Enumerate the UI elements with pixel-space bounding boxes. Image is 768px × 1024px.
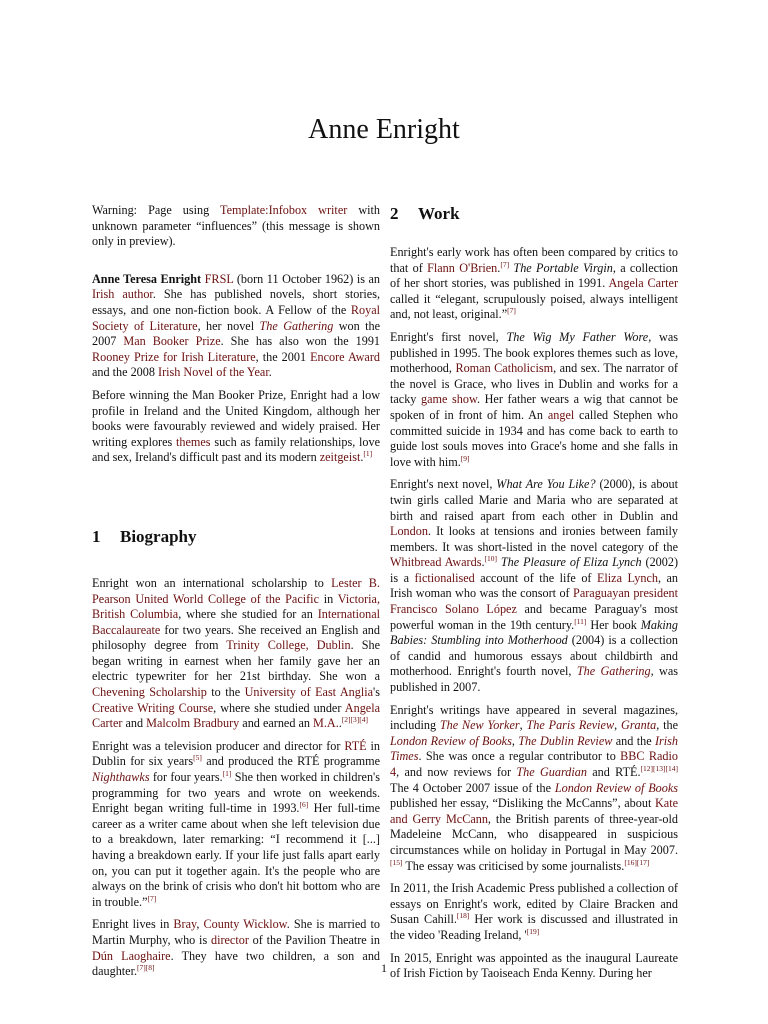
biography-paragraph-3: Enright lives in Bray, County Wicklow. She is married to Martin Murphy, who is director of the Pavilion Theatre in Dún Laoghaire. They have two children, a son and daughter.[7][8] (92, 917, 381, 979)
citation-link[interactable]: [7] (147, 893, 157, 903)
lopez-link[interactable]: Paraguayan president Francisco Solano López (390, 586, 678, 617)
work-paragraph-5: In 2011, the Irish Academic Press published a collection of essays on Enright's work, edited by Claire Bracken and Susan Cahill.[18] Her work is discussed and illustrated in the video 'Reading Ireland, '[19] (390, 881, 678, 942)
citation-link[interactable]: [19] (526, 926, 540, 936)
nighthawks-link[interactable]: Nighthawks (92, 770, 150, 785)
section-heading-biography (92, 526, 380, 548)
whitbread-link[interactable]: Whitbread Awards (390, 555, 482, 570)
what-are-you-like-title: What Are You Like? (496, 477, 596, 492)
bbc-radio-4-link[interactable]: BBC Radio 4 (390, 749, 678, 779)
citation-link[interactable]: [6] (299, 800, 309, 810)
irish-times-link[interactable]: Irish Times (390, 733, 679, 764)
angela-carter-link[interactable]: Angela Carter (92, 700, 380, 731)
director-link[interactable]: director (210, 932, 249, 947)
new-yorker-link[interactable]: The New Yorker (439, 718, 520, 733)
pearson-college-link[interactable]: Lester B. Pearson United World College of the Pacific (92, 575, 380, 606)
flann-obrien-link[interactable]: Flann O'Brien (427, 260, 498, 275)
royal-society-link[interactable]: Royal Society of Literature (92, 302, 380, 333)
victoria-link[interactable]: Victoria, British Columbia (92, 591, 380, 622)
angel-link[interactable]: angel (547, 407, 575, 422)
ib-link[interactable]: International Baccalaureate (92, 607, 380, 637)
making-babies-title: Making Babies: Stumbling into Motherhood (390, 617, 678, 648)
themes-link[interactable]: themes (176, 434, 211, 449)
granta-link[interactable]: Granta (621, 718, 657, 733)
intro-paragraph: Anne Teresa Enright FRSL (born 11 October 1962) is an Irish author. She has published novels, short stories, essays, and one non-fiction book. A Fellow of the Royal Society of Literature, her novel The Gathering won the 2007 Man Booker Prize. She has also won the 1991 Rooney Prize for Irish Literature, the 2001 Encore Award and the 2008 Irish Novel of the Year. (92, 271, 381, 380)
page-number: 1 (381, 961, 387, 975)
right-column (390, 203, 678, 989)
section-heading-work (390, 203, 678, 225)
work-paragraph-4: Enright's writings have appeared in several magazines, including The New Yorker, The Paris Review, Granta, the London Review of Books, The Dublin Review and the Irish Times. She was once a regular contributor to BBC Radio 4, and now reviews for The Guardian and RTÉ.[12][13][14] The 4 October 2007 issue of the London Review of Books published her essay, “Disliking the McCanns”, about Kate and Gerry McCann, the British parents of three-year-old Madeleine McCann, who disappeared in suspicious circumstances while on holiday in Portugal in May 2007.[15] The essay was criticised by some journalists.[16][17] (390, 702, 679, 873)
malcolm-bradbury-link[interactable]: Malcolm Bradbury (146, 716, 240, 731)
page-title: Anne Enright (308, 114, 460, 145)
zeitgeist-link[interactable]: zeitgeist (319, 450, 361, 465)
portable-virgin-title: The Portable Virgin (513, 260, 613, 275)
pleasure-eliza-title: The Pleasure of Eliza Lynch (500, 555, 642, 570)
section-number: 2 (390, 204, 399, 223)
subject-name: Anne Teresa Enright (92, 271, 202, 286)
citation-link[interactable]: [2][3][4] (341, 715, 369, 725)
creative-writing-link[interactable]: Creative Writing Course (92, 700, 214, 715)
work-paragraph-2: Enright's first novel, The Wig My Father Wore, was published in 1995. The book explores themes such as love, motherhood, Roman Catholicism, and sex. The narrator of the novel is Grace, who lives in Dublin and works for a tacky game show. Her father wears a wig that cannot be spoken of in front of him. An angel called Stephen who committed suicide in 1934 and has come back to earth to guide lost souls moves into Grace's home and she falls in love with him.[9] (390, 329, 678, 469)
citation-link[interactable]: [10] (484, 554, 497, 564)
citation-link[interactable]: [15] (390, 857, 403, 867)
game-show-link[interactable]: game show (421, 392, 477, 407)
booker-prize-link[interactable]: Man Booker Prize (123, 334, 221, 349)
mccann-link[interactable]: Kate and Gerry McCann (390, 796, 678, 826)
london-link[interactable]: London (390, 524, 428, 539)
template-infobox-link[interactable]: Template:Infobox writer (220, 203, 348, 217)
citation-link[interactable]: [16][17] (624, 857, 650, 867)
citation-link[interactable]: [1] (363, 449, 373, 459)
section-title: Biography (120, 526, 197, 546)
irish-author-link[interactable]: Irish author (92, 287, 153, 302)
left-column (92, 203, 380, 987)
citation-link[interactable]: [7] (500, 259, 510, 269)
county-wicklow-link[interactable]: County Wicklow (203, 917, 287, 932)
roman-catholicism-link[interactable]: Roman Catholicism (455, 361, 554, 376)
work-paragraph-6: In 2015, Enright was appointed as the inaugural Laureate of Irish Fiction by Taoiseach Enda Kenny. During her (390, 950, 678, 981)
warning-paragraph: Warning: Page using Template:Infobox writer with unknown parameter “influences” (this message is shown only in preview). (92, 203, 380, 249)
eliza-lynch-link[interactable]: Eliza Lynch (596, 570, 658, 585)
biography-paragraph-2: Enright was a television producer and director for RTÉ in Dublin for six years[5] and produced the RTÉ programme Nighthawks for four years.[1] She then worked in children's programming for two years and wrote on weekends. Enright began writing full-time in 1993.[6] Her full-time career as a writer came about when she left television due to a breakdown, later remarking: “I recommend it [...] having a breakdown early. If your life just falls apart early on, you can put it together again. It's the people who are always on the brink of crisis who don't hit bottom who are in trouble.”[7] (92, 738, 380, 909)
encore-award-link[interactable]: Encore Award (310, 349, 380, 364)
citation-link[interactable]: [9] (460, 453, 470, 463)
section-number: 1 (92, 526, 101, 546)
trinity-college-link[interactable]: Trinity College, Dublin (226, 638, 351, 653)
bray-link[interactable]: Bray (173, 917, 197, 932)
citation-link[interactable]: [7] (507, 306, 516, 316)
citation-link[interactable]: [1] (222, 769, 232, 779)
work-paragraph-1: Enright's early work has often been compared by critics to that of Flann O'Brien.[7] The Portable Virgin, a collection of her short stories, was published in 1991. Angela Carter called it “elegant, scrupulously poised, always intelligent and, not least, original.”[7] (390, 245, 678, 322)
citation-link[interactable]: [7][8] (137, 963, 155, 973)
paris-review-link[interactable]: The Paris Review (526, 718, 615, 733)
dublin-review-link[interactable]: The Dublin Review (518, 733, 613, 748)
chevening-link[interactable]: Chevening Scholarship (92, 685, 207, 700)
the-gathering-link[interactable]: The Gathering (259, 318, 334, 333)
frsl-link[interactable]: FRSL (204, 271, 234, 286)
lrb-link-2[interactable]: London Review of Books (554, 780, 678, 795)
work-paragraph-3: Enright's next novel, What Are You Like? (2000), is about twin girls called Marie and Maria who are separated at birth and raised apart from each other in Dublin and London. It looks at tensions and ironies between family members. It was short-listed in the novel category of the Whitbread Awards.[10] The Pleasure of Eliza Lynch (2002) is a fictionalised account of the life of Eliza Lynch, an Irish woman who was the consort of Paraguayan president Francisco Solano López and became Paraguay's most powerful woman in the 19th century.[11] Her book Making Babies: Stumbling into Motherhood (2004) is a collection of candid and humorous essays about childbirth and motherhood. Enright's fourth novel, The Gathering, was published in 2007. (390, 477, 678, 695)
rte-link[interactable]: RTÉ (344, 738, 367, 753)
the-gathering-link[interactable]: The Gathering (576, 664, 651, 679)
wig-father-title: The Wig My Father Wore (506, 329, 649, 344)
citation-link[interactable]: [11] (574, 616, 587, 626)
biography-paragraph-1: Enright won an international scholarship to Lester B. Pearson United World College of the Pacific in Victoria, British Columbia, where she studied for an International Baccalaureate for two years. She received an English and philosophy degree from Trinity College, Dublin. She began writing in earnest when her family gave her an electric typewriter for her 21st birthday. She won a Chevening Scholarship to the University of East Anglia's Creative Writing Course, where she studied under Angela Carter and Malcolm Bradbury and earned an M.A..[2][3][4] (92, 575, 381, 731)
section-title: Work (418, 204, 460, 223)
angela-carter-link[interactable]: Angela Carter (608, 276, 678, 291)
citation-link[interactable]: [18] (456, 911, 470, 921)
dun-laoghaire-link[interactable]: Dún Laoghaire (92, 948, 171, 963)
ma-link[interactable]: M.A. (313, 716, 339, 731)
citation-link[interactable]: [5] (193, 753, 202, 763)
irish-novel-year-link[interactable]: Irish Novel of the Year (158, 365, 269, 380)
guardian-link[interactable]: The Guardian (516, 765, 587, 779)
fictionalised-link[interactable]: fictionalised (414, 570, 475, 585)
lrb-link[interactable]: London Review of Books (390, 733, 512, 748)
rooney-prize-link[interactable]: Rooney Prize for Irish Literature (92, 349, 256, 364)
uea-link[interactable]: University of East Anglia (244, 685, 374, 700)
citation-link[interactable]: [12][13][14] (640, 764, 679, 773)
intro-paragraph-2: Before winning the Man Booker Prize, Enright had a low profile in Ireland and the United Kingdom, although her books were favourably reviewed and widely praised. Her writing explores themes such as family relationships, love and sex, Ireland's difficult past and its modern zeitgeist.[1] (92, 387, 380, 465)
